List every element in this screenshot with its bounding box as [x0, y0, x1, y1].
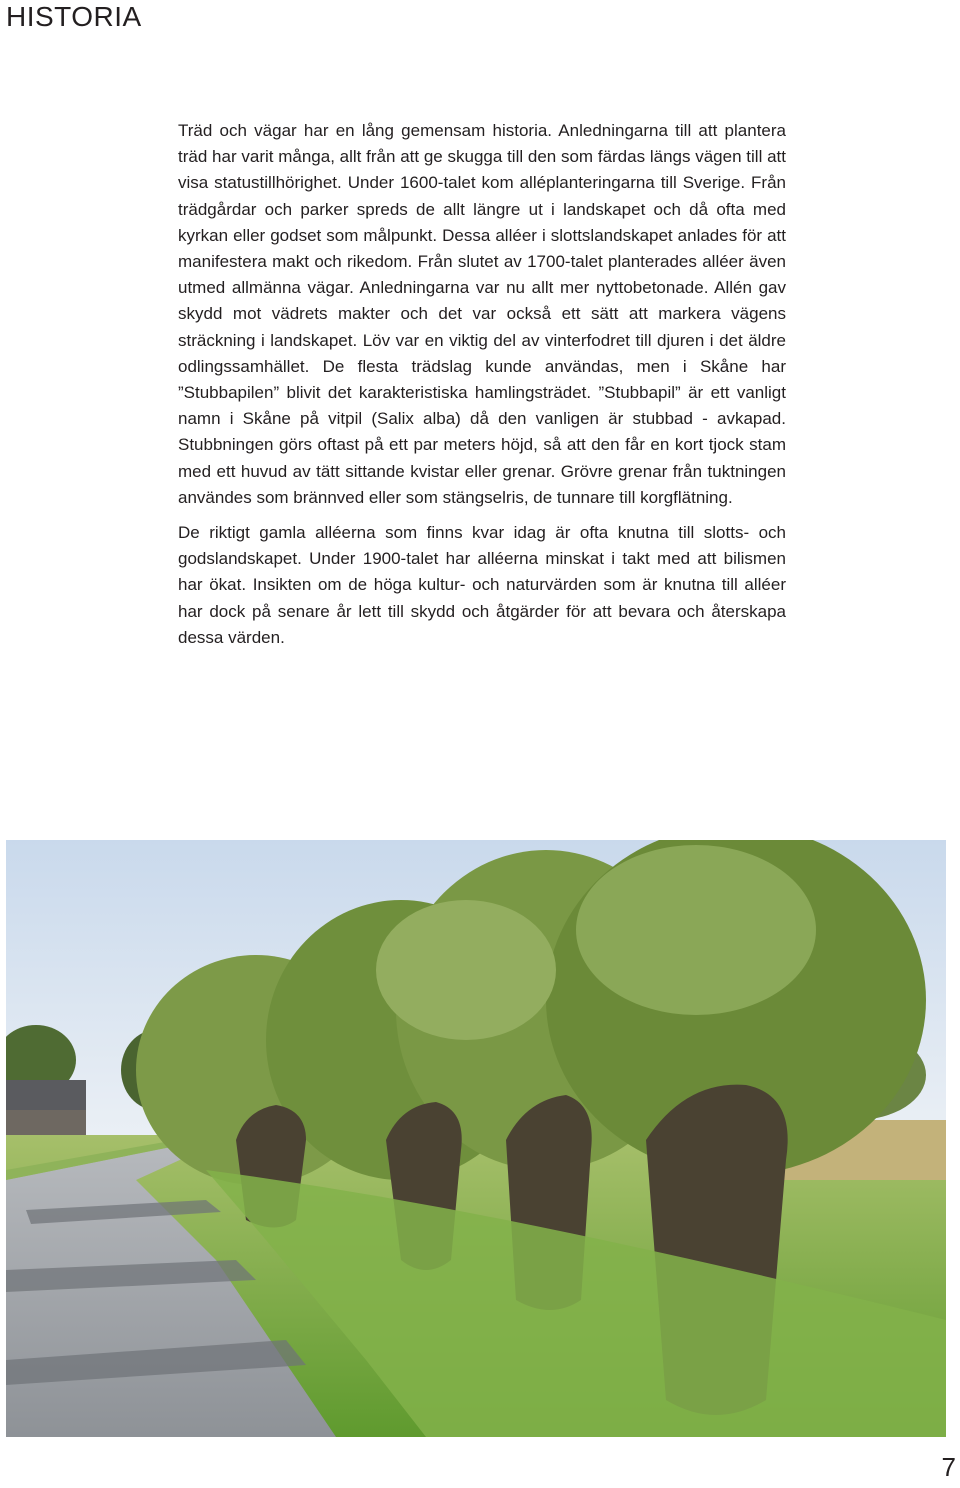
- paragraph-1: Träd och vägar har en lång gemensam historia. Anledningarna till att plantera träd har varit många, allt från att ge skugga till den som färdas längs vägen till att visa statustillhörighet. Under 1600-talet kom alléplanteringarna till Sverige. Från trädgårdar och parker spreds de allt längre ut i landskapet och då ofta med kyrkan eller godset som målpunkt. Dessa alléer i slottslandskapet anlades för att manifestera makt och rikedom. Från slutet av 1700-talet planterades alléer även utmed allmänna vägar. Anledningarna var nu allt mer nyttobetonade. Allén gav skydd mot vädrets makter och det var också ett sätt att markera vägens sträckning i landskapet. Löv var en viktig del av vinterfodret till djuren i det äldre odlingssamhället. De flesta trädslag kunde användas, men i Skåne har ”Stubbapilen” blivit det karakteristiska hamlingsträdet. ”Stubbapil” är ett vanligt namn i Skåne på vitpil (Salix alba) då den vanligen är stubbad - avkapad. Stubbningen görs oftast på ett par meters höjd, så att den får en kort tjock stam med ett huvud av tätt sittande kvistar eller grenar. Grövre grenar från tuktningen användes som brännved eller som stängselris, de tunnare till korgflätning.: [178, 121, 786, 507]
- farmhouse: [6, 1080, 86, 1138]
- article-body: [178, 118, 786, 651]
- willow-avenue-photo: [6, 840, 946, 1437]
- page-number: 7: [941, 1452, 956, 1482]
- photo-illustration: [6, 840, 946, 1437]
- paragraph-2: De riktigt gamla alléerna som finns kvar idag är ofta knutna till slotts- och godslandskapet. Under 1900-talet har alléerna minskat i takt med att bilismen har ökat. Insikten om de höga kultur- och naturvärden som är knutna till alléer har dock på senare år lett till skydd och åtgärder för att bevara och återskapa dessa värden.: [178, 523, 786, 647]
- page-title: HISTORIA: [6, 1, 142, 32]
